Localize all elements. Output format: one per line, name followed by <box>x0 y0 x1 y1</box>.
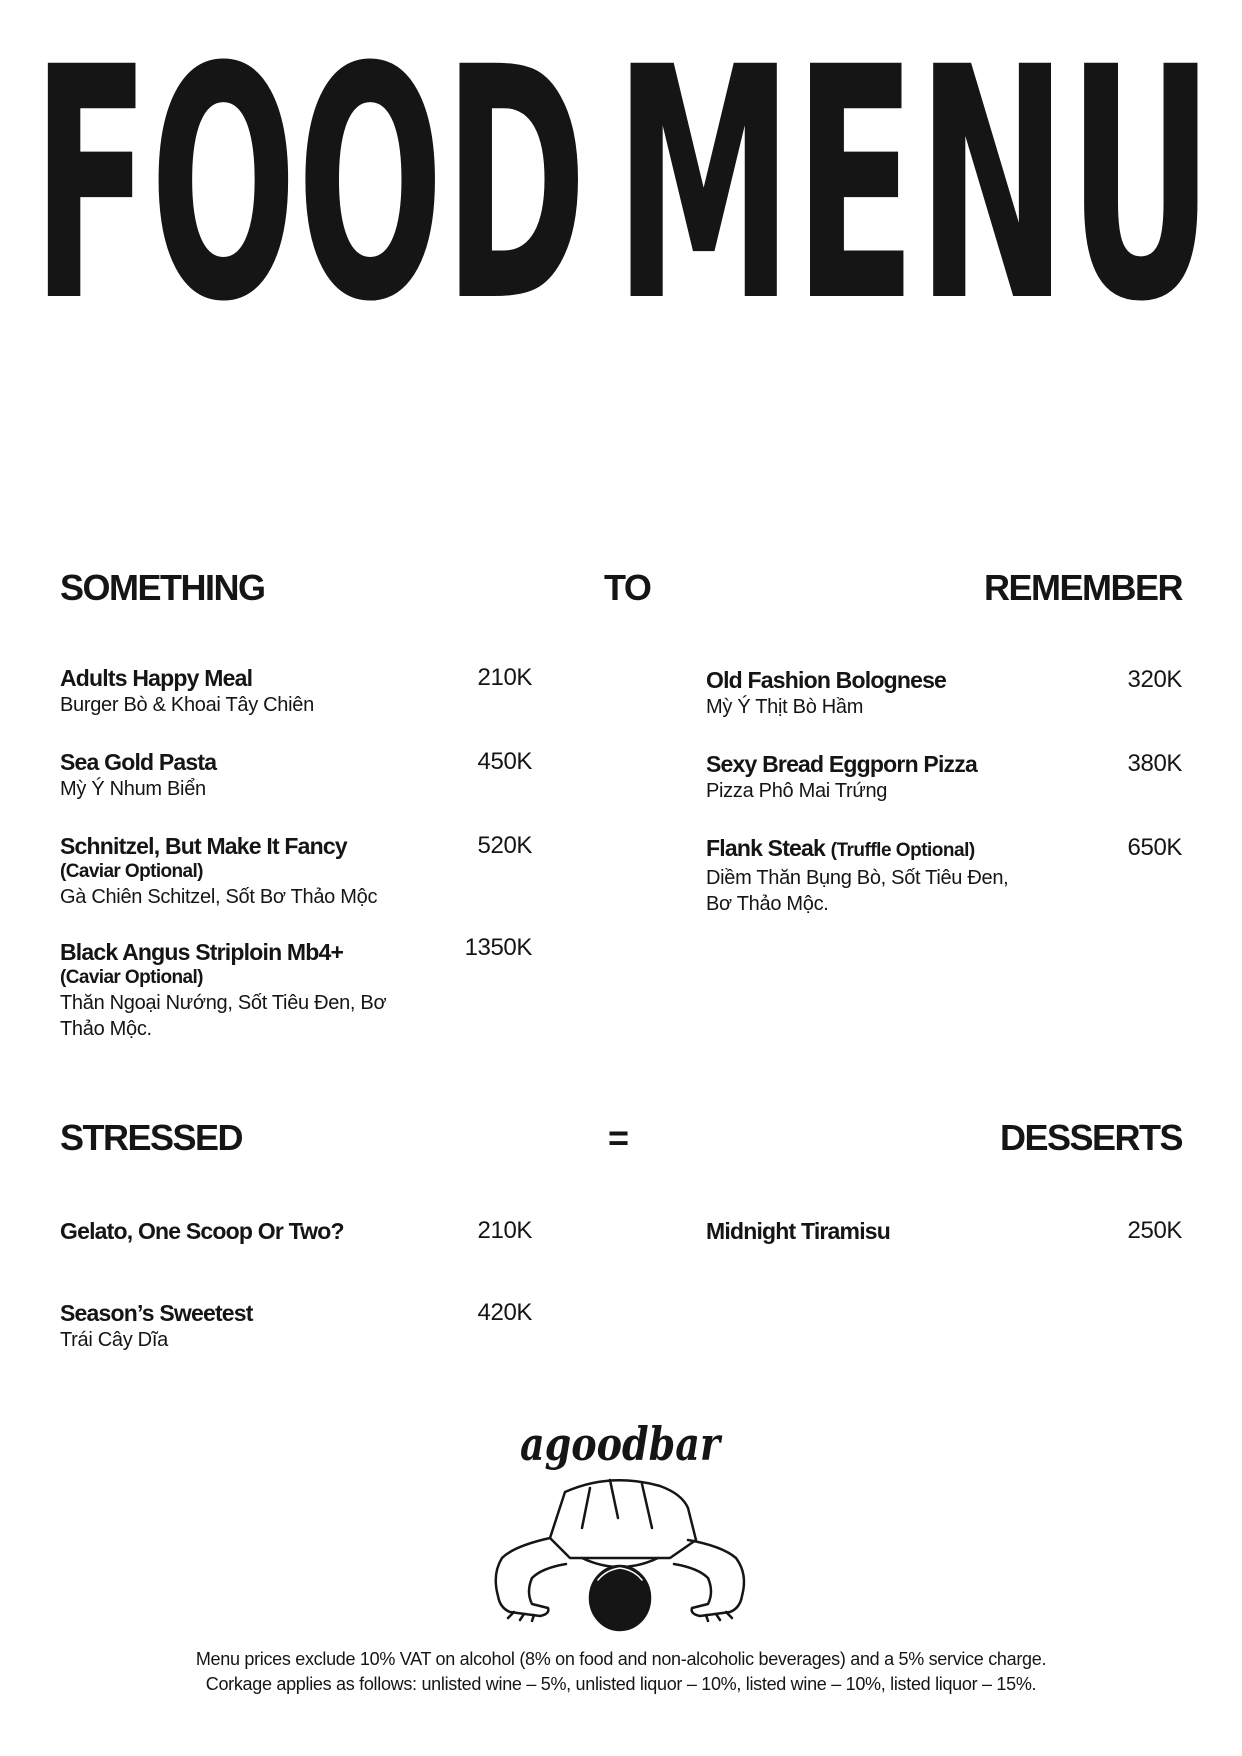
menu-column-left-2 <box>60 1217 532 1359</box>
item-price: 210K <box>477 1217 532 1244</box>
menu-item <box>60 748 532 832</box>
section-heading-middle: TO <box>604 567 651 608</box>
item-desc: Mỳ Ý Nhum Biển <box>60 778 206 800</box>
menu-item <box>60 832 532 938</box>
menu-title-word-2: MENU <box>614 44 1214 344</box>
bowing-man-icon <box>496 1480 744 1630</box>
menu-item <box>706 834 1182 918</box>
item-name: Sexy Bread Eggporn Pizza <box>706 751 977 777</box>
footer-notes <box>0 1647 1242 1697</box>
item-name: Adults Happy Meal <box>60 665 253 691</box>
section-heading-left: SOMETHING <box>60 567 265 608</box>
item-price: 450K <box>477 748 532 775</box>
item-name: Gelato, One Scoop Or Two? <box>60 1218 344 1244</box>
menu-item <box>706 666 1182 750</box>
footer-line-vat: Menu prices exclude 10% VAT on alcohol (8% on food and non-alcoholic beverages) and a 5% service charge. <box>195 1649 1047 1669</box>
item-name-note: (Truffle Optional) <box>830 840 975 861</box>
item-name: Old Fashion Bolognese <box>706 667 947 693</box>
item-name: Midnight Tiramisu <box>706 1218 891 1244</box>
menu-item <box>60 1299 532 1359</box>
menu-item <box>60 1217 532 1299</box>
menu-item <box>60 664 532 748</box>
item-desc: Diềm Thăn Bụng Bò, Sốt Tiêu Đen, Bơ Thảo Mộc. <box>706 867 1009 915</box>
item-desc: Trái Cây Dĩa <box>60 1329 168 1351</box>
item-desc: Mỳ Ý Thịt Bò Hầm <box>706 696 864 718</box>
menu-item <box>706 750 1182 834</box>
item-desc: Pizza Phô Mai Trứng <box>706 780 888 802</box>
section-heading-middle: = <box>608 1117 628 1158</box>
item-price: 320K <box>1127 666 1182 693</box>
item-name: Season’s Sweetest <box>60 1300 253 1326</box>
menu-column-right-1 <box>706 666 1182 918</box>
item-price: 520K <box>477 832 532 859</box>
menu-title-word-1: FOOD <box>32 44 587 344</box>
menu-column-right-2 <box>706 1217 1182 1277</box>
item-price: 420K <box>477 1299 532 1326</box>
footer-line-corkage: Corkage applies as follows: unlisted wine – 5%, unlisted liquor – 10%, listed wine – 10%, listed liquor – 15%. <box>205 1674 1037 1694</box>
item-price: 380K <box>1127 750 1182 777</box>
menu-item <box>60 934 532 1048</box>
item-price: 210K <box>477 664 532 691</box>
item-option: (Caviar Optional) <box>60 861 203 882</box>
logo-wordmark: agoodbar <box>520 1417 724 1471</box>
item-price: 1350K <box>464 934 532 961</box>
section-heading-1 <box>60 567 1182 617</box>
item-name: Flank Steak <box>706 835 826 861</box>
item-option: (Caviar Optional) <box>60 967 203 988</box>
item-price: 250K <box>1127 1217 1182 1244</box>
item-name: Black Angus Striploin Mb4+ <box>60 939 344 965</box>
menu-column-left-1 <box>60 664 532 1048</box>
menu-title <box>32 44 1214 344</box>
section-heading-right: REMEMBER <box>983 567 1182 608</box>
item-price: 650K <box>1127 834 1182 861</box>
item-name: Schnitzel, But Make It Fancy <box>60 833 347 859</box>
item-desc: Burger Bò & Khoai Tây Chiên <box>60 694 314 716</box>
section-heading-right: DESSERTS <box>999 1117 1182 1158</box>
section-heading-2 <box>60 1117 1182 1167</box>
agoodbar-logo <box>470 1408 770 1638</box>
item-desc: Thăn Ngoại Nướng, Sốt Tiêu Đen, Bơ Thảo Mộc. <box>60 992 387 1040</box>
item-desc: Gà Chiên Schitzel, Sốt Bơ Thảo Mộc <box>60 886 378 908</box>
section-heading-left: STRESSED <box>60 1117 243 1158</box>
item-name: Sea Gold Pasta <box>60 749 217 775</box>
menu-item <box>706 1217 1182 1277</box>
item-name-wrap <box>706 834 1182 865</box>
